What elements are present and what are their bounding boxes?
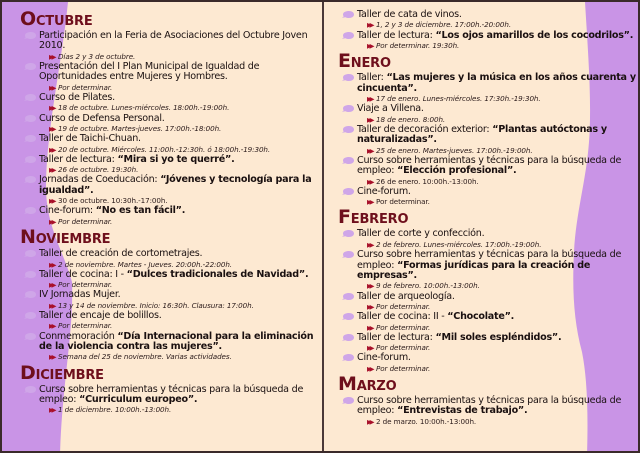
speech-bubble-icon bbox=[24, 386, 36, 393]
event-title: Curso sobre herramientas y técnicas para la búsqueda de empleo: “Curriculum europeo”. bbox=[39, 383, 304, 405]
event-detail: ▶▶ Por determinar. bbox=[49, 216, 113, 226]
event-item bbox=[28, 62, 320, 93]
event-item bbox=[28, 290, 320, 311]
month-heading-diciembre: DICIEMBRE bbox=[20, 361, 104, 384]
double-arrow-icon: ▶▶ bbox=[49, 166, 54, 175]
speech-bubble-icon bbox=[342, 230, 354, 237]
speech-bubble-icon bbox=[342, 251, 354, 258]
event-item bbox=[28, 332, 320, 363]
event-detail: ▶▶ Por determinar. bbox=[49, 280, 113, 290]
speech-bubble-icon bbox=[24, 94, 36, 101]
event-title: Taller de encaje de bolillos. bbox=[39, 309, 162, 321]
event-detail: ▶▶ 2 de febrero. Lunes-miércoles. 17:00h.-19:00h. bbox=[367, 239, 542, 249]
double-arrow-icon: ▶▶ bbox=[367, 364, 372, 373]
event-detail: ▶▶ 20 de octubre. Miércoles. 11:00h.-12:30h. ó 18:00h.-19:30h. bbox=[49, 144, 271, 154]
event-title: IV Jornadas Mujer. bbox=[39, 289, 121, 301]
speech-bubble-icon bbox=[342, 126, 354, 133]
event-item bbox=[346, 104, 638, 125]
speech-bubble-icon bbox=[24, 135, 36, 142]
event-item bbox=[346, 292, 638, 313]
event-item bbox=[28, 114, 320, 135]
speech-bubble-icon bbox=[342, 397, 354, 404]
double-arrow-icon: ▶▶ bbox=[367, 198, 372, 207]
event-detail: ▶▶ 18 de enero. 8:00h. bbox=[367, 114, 446, 124]
event-detail: ▶▶ 18 de octubre. Lunes-miércoles. 18:00h.-19:00h. bbox=[49, 103, 230, 113]
speech-bubble-icon bbox=[24, 63, 36, 70]
event-title: Jornadas de Coeducación: “Jóvenes y tecnología para la igualdad”. bbox=[39, 174, 312, 196]
double-arrow-icon: ▶▶ bbox=[49, 301, 54, 310]
event-item bbox=[346, 229, 638, 250]
month-heading-marzo: MARZO bbox=[338, 372, 397, 395]
event-title: Presentación del I Plan Municipal de Igualdad de Oportunidades entre Mujeres y Hombres. bbox=[39, 61, 260, 83]
double-arrow-icon: ▶▶ bbox=[49, 281, 54, 290]
event-title: Cine-forum: “No es tan fácil”. bbox=[39, 205, 186, 217]
double-arrow-icon: ▶▶ bbox=[367, 115, 372, 124]
double-arrow-icon: ▶▶ bbox=[49, 322, 54, 331]
double-arrow-icon: ▶▶ bbox=[49, 406, 54, 415]
event-title: Taller de creación de cortometrajes. bbox=[39, 248, 203, 260]
event-title: Curso sobre herramientas y técnicas para la búsqueda de empleo: “Formas jurídicas para la creación de empresas”. bbox=[357, 249, 622, 281]
double-arrow-icon: ▶▶ bbox=[367, 95, 372, 104]
event-title: Curso sobre herramientas y técnicas para la búsqueda de empleo: “Elección profesional”. bbox=[357, 154, 622, 177]
event-detail: ▶▶ Por determinar. 19:30h. bbox=[367, 41, 460, 51]
event-title: Taller de lectura: “Mil soles espléndidos”. bbox=[357, 331, 562, 343]
event-title: Taller de arqueología. bbox=[357, 290, 455, 302]
event-detail: ▶▶ 9 de febrero. 10:00h.-13:00h. bbox=[367, 281, 480, 291]
double-arrow-icon: ▶▶ bbox=[49, 260, 54, 269]
event-title: Cine-forum. bbox=[357, 352, 411, 364]
event-item bbox=[28, 311, 320, 332]
event-title: Taller de cocina: I - “Dulces tradicionales de Navidad”. bbox=[39, 268, 309, 280]
speech-bubble-icon bbox=[24, 207, 36, 214]
speech-bubble-icon bbox=[24, 176, 36, 183]
event-item bbox=[346, 250, 638, 291]
event-item bbox=[346, 333, 638, 354]
month-heading-octubre: OCTUBRE bbox=[20, 8, 93, 30]
double-arrow-icon: ▶▶ bbox=[367, 302, 372, 311]
event-title: Taller: “Las mujeres y la música en los años cuarenta y cincuenta”. bbox=[357, 72, 636, 94]
event-detail: ▶▶ Semana del 25 de noviembre. Varias actividades. bbox=[49, 352, 232, 362]
event-title: Viaje a Villena. bbox=[357, 103, 424, 115]
speech-bubble-icon bbox=[342, 32, 354, 39]
event-item bbox=[28, 270, 320, 291]
double-arrow-icon: ▶▶ bbox=[367, 177, 372, 186]
event-item bbox=[28, 206, 320, 227]
event-item bbox=[346, 125, 638, 156]
double-arrow-icon: ▶▶ bbox=[367, 282, 372, 291]
double-arrow-icon: ▶▶ bbox=[49, 217, 54, 226]
event-item bbox=[346, 10, 638, 31]
event-detail: ▶▶ 17 de enero. Lunes-miércoles. 17:30h.-19:30h. bbox=[367, 94, 541, 104]
event-item bbox=[346, 353, 638, 374]
double-arrow-icon: ▶▶ bbox=[49, 125, 54, 134]
event-detail: ▶▶ Por determinar. bbox=[367, 301, 431, 311]
event-title: Taller de cocina: II - “Chocolate”. bbox=[357, 311, 515, 323]
event-detail: ▶▶ 1, 2 y 3 de diciembre. 17:00h.-20:00h. bbox=[367, 20, 512, 30]
double-arrow-icon: ▶▶ bbox=[367, 146, 372, 155]
event-title: Cine-forum. bbox=[357, 185, 411, 197]
event-title: Taller de corte y confección. bbox=[357, 228, 485, 240]
speech-bubble-icon bbox=[24, 32, 36, 39]
event-detail: ▶▶ Por determinar. bbox=[367, 197, 430, 207]
event-title: Taller de Taichi-Chuan. bbox=[39, 133, 141, 145]
double-arrow-icon: ▶▶ bbox=[367, 417, 372, 426]
event-detail: ▶▶ 30 de octubre. 10:30h.-17:00h. bbox=[49, 196, 168, 206]
speech-bubble-icon bbox=[342, 157, 354, 164]
event-title: Taller de cata de vinos. bbox=[357, 9, 462, 20]
speech-bubble-icon bbox=[24, 291, 36, 298]
month-heading-noviembre: NOVIEMBRE bbox=[20, 226, 111, 249]
speech-bubble-icon bbox=[342, 11, 354, 18]
right-column bbox=[338, 8, 638, 427]
event-item bbox=[346, 156, 638, 187]
event-title: Curso de Pilates. bbox=[39, 92, 115, 104]
event-detail: ▶▶ Por determinar. bbox=[49, 321, 113, 331]
speech-bubble-icon bbox=[342, 334, 354, 341]
month-heading-febrero: FEBRERO bbox=[338, 206, 409, 229]
left-column bbox=[20, 8, 320, 416]
speech-bubble-icon bbox=[342, 74, 354, 81]
double-arrow-icon: ▶▶ bbox=[49, 197, 54, 206]
event-detail: ▶▶ Por determinar. bbox=[367, 343, 431, 353]
speech-bubble-icon bbox=[24, 115, 36, 122]
event-detail: ▶▶ 2 de marzo. 10:00h.-13:00h. bbox=[367, 416, 477, 426]
event-title: Taller de lectura: “Mira si yo te querré”. bbox=[39, 153, 235, 165]
speech-bubble-icon bbox=[24, 333, 36, 340]
double-arrow-icon: ▶▶ bbox=[49, 104, 54, 113]
double-arrow-icon: ▶▶ bbox=[49, 353, 54, 362]
event-item bbox=[28, 249, 320, 270]
event-title: Curso de Defensa Personal. bbox=[39, 112, 165, 124]
speech-bubble-icon bbox=[24, 156, 36, 163]
speech-bubble-icon bbox=[342, 313, 354, 320]
event-item bbox=[28, 385, 320, 416]
event-detail: ▶▶ Por determinar. bbox=[367, 363, 431, 373]
event-title: Curso sobre herramientas y técnicas para la búsqueda de empleo: “Entrevistas de trabajo”. bbox=[357, 394, 622, 417]
event-item bbox=[346, 73, 638, 104]
speech-bubble-icon bbox=[342, 354, 354, 361]
speech-bubble-icon bbox=[24, 250, 36, 257]
event-item bbox=[28, 175, 320, 206]
event-detail: ▶▶ Por determinar. bbox=[367, 322, 431, 332]
speech-bubble-icon bbox=[24, 312, 36, 319]
speech-bubble-icon bbox=[342, 188, 354, 195]
event-item bbox=[346, 31, 638, 52]
event-detail: ▶▶ 13 y 14 de noviembre. Inicio: 16:30h. Clausura: 17:00h. bbox=[49, 300, 254, 310]
event-detail: ▶▶ Por determinar. bbox=[49, 82, 113, 92]
event-detail: ▶▶ 19 de octubre. Martes-jueves. 17:00h.-18:00h. bbox=[49, 124, 222, 134]
speech-bubble-icon bbox=[342, 293, 354, 300]
double-arrow-icon: ▶▶ bbox=[49, 145, 54, 154]
speech-bubble-icon bbox=[24, 271, 36, 278]
event-item bbox=[346, 396, 638, 427]
event-detail: ▶▶ 2 de noviembre. Martes - Jueves. 20:00h.-22:00h. bbox=[49, 259, 232, 269]
double-arrow-icon: ▶▶ bbox=[367, 344, 372, 353]
double-arrow-icon: ▶▶ bbox=[367, 21, 372, 30]
double-arrow-icon: ▶▶ bbox=[49, 52, 54, 61]
double-arrow-icon: ▶▶ bbox=[367, 323, 372, 332]
double-arrow-icon: ▶▶ bbox=[367, 42, 372, 51]
column-divider bbox=[322, 2, 324, 453]
event-item bbox=[28, 31, 320, 62]
event-item bbox=[346, 312, 638, 333]
event-detail: ▶▶ Días 2 y 3 de octubre. bbox=[49, 51, 136, 61]
speech-bubble-icon bbox=[342, 105, 354, 112]
double-arrow-icon: ▶▶ bbox=[367, 240, 372, 249]
event-detail: ▶▶ 25 de enero. Martes-jueves. 17:00h.-19:00h. bbox=[367, 145, 533, 155]
event-title: Taller de decoración exterior: “Plantas autóctonas y naturalizadas”. bbox=[357, 123, 607, 146]
event-detail: ▶▶ 26 de enero. 10:00h.-13:00h. bbox=[367, 176, 479, 186]
event-item bbox=[28, 155, 320, 176]
event-item bbox=[346, 187, 638, 208]
double-arrow-icon: ▶▶ bbox=[49, 83, 54, 92]
month-heading-enero: ENERO bbox=[338, 50, 391, 73]
event-item bbox=[28, 93, 320, 114]
event-detail: ▶▶ 26 de octubre. 19:30h. bbox=[49, 165, 139, 175]
event-title: Taller de lectura: “Los ojos amarillos de los cocodrilos”. bbox=[357, 29, 634, 41]
event-title: Participación en la Feria de Asociaciones del Octubre Joven 2010. bbox=[39, 30, 308, 52]
event-item bbox=[28, 134, 320, 155]
event-title: Conmemoración “Día Internacional para la eliminación de la violencia contra las mujeres”. bbox=[39, 330, 314, 352]
event-detail: ▶▶ 1 de diciembre. 10:00h.-13:00h. bbox=[49, 405, 172, 415]
